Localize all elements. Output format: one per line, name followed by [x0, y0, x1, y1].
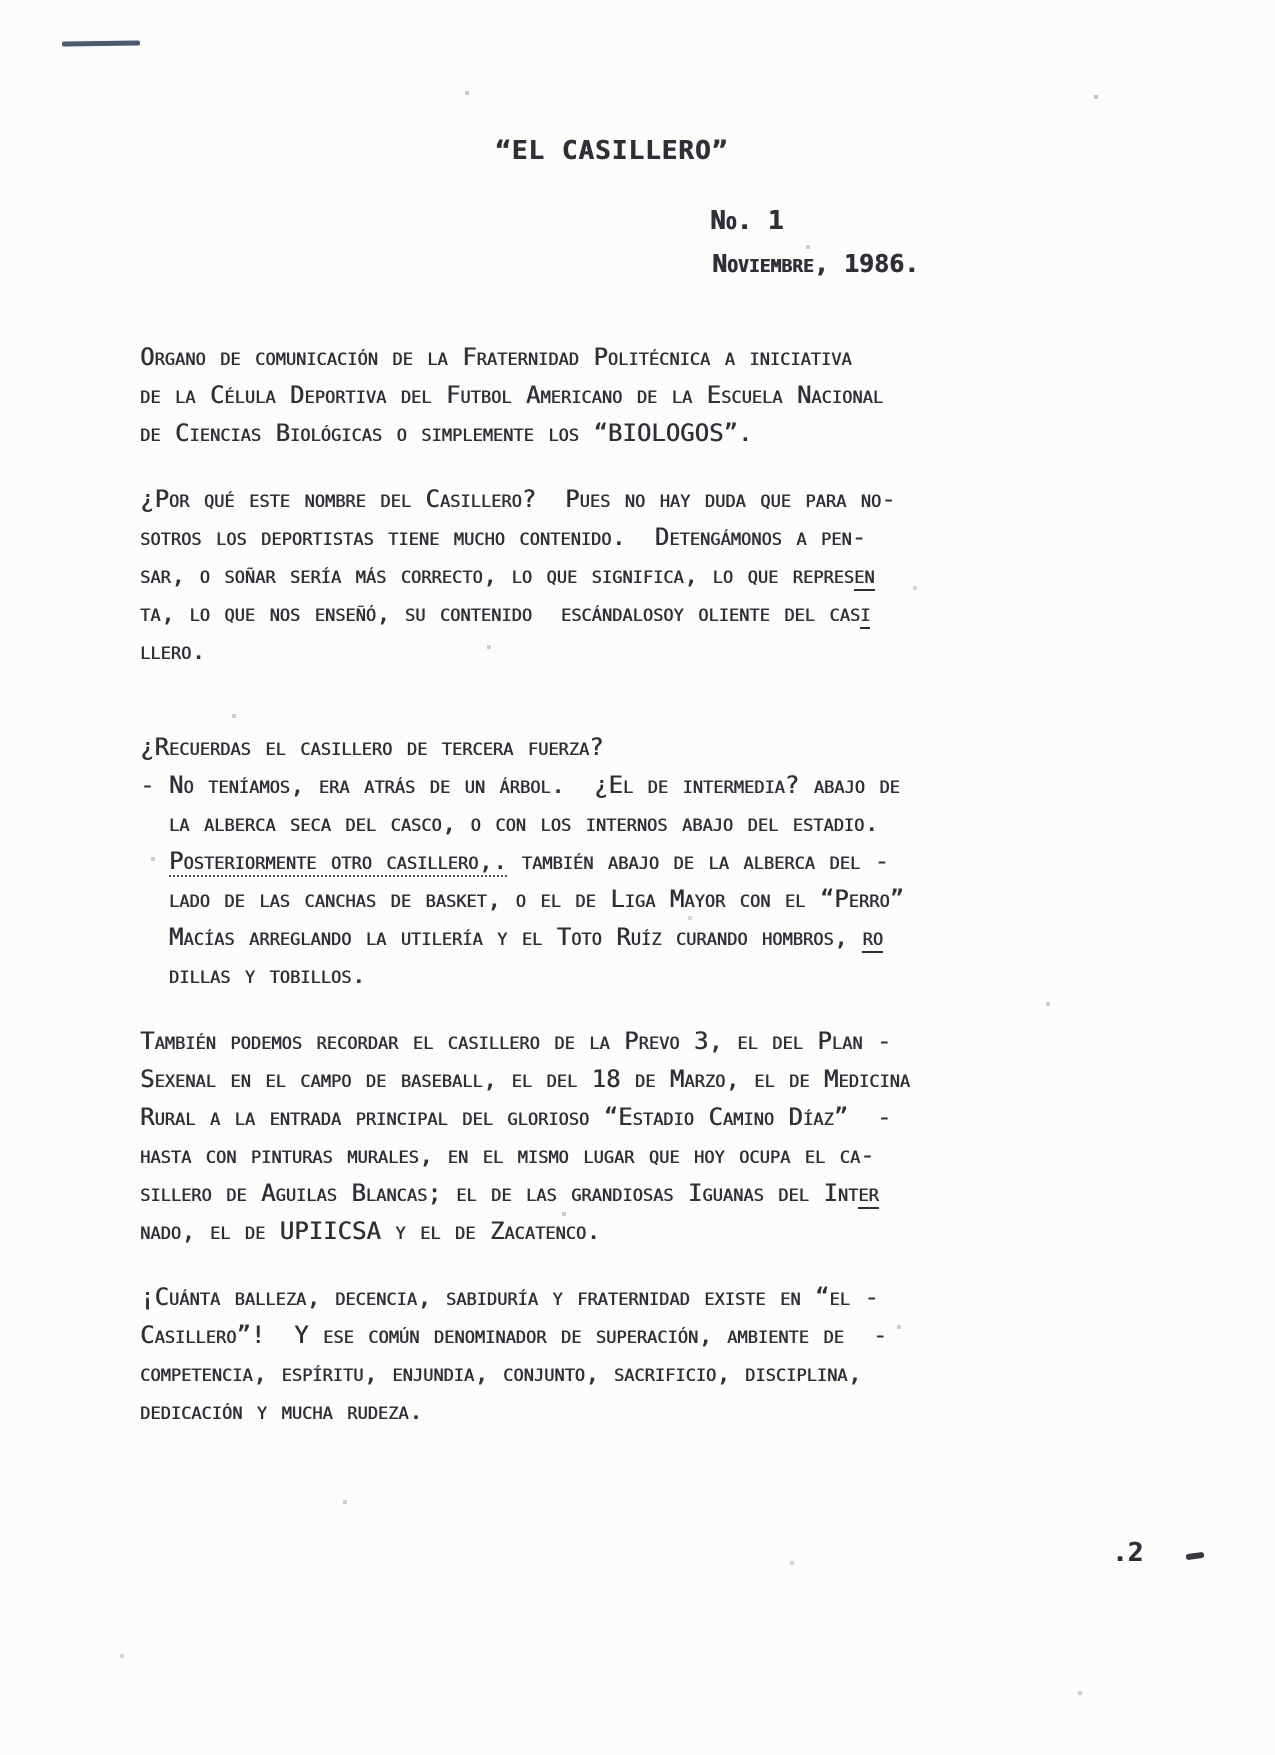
text-segment: de Ciencias Biológicas o simplemente los “BIOLOGOS”.: [140, 419, 753, 447]
text-segment: sotros los deportistas tiene mucho contenido. Detengámonos a pen-: [140, 523, 867, 551]
text-segment: sar, o soñar sería más correcto, lo que significa, lo que repres: [140, 561, 855, 589]
text-line: [140, 594, 1235, 632]
text-segment: Sexenal en el campo de baseball, el del 18 de Marzo, el de Medicina: [140, 1065, 911, 1093]
text-line: [140, 880, 1235, 918]
text-line: [140, 1174, 1235, 1212]
text-segment: dedicación y mucha rudeza.: [140, 1397, 423, 1425]
text-line: [140, 1098, 1235, 1136]
page-number: .2: [1112, 1538, 1144, 1568]
text-segment: dillas y tobillos.: [140, 961, 366, 989]
issue-date: Noviembre, 1986.: [712, 249, 920, 278]
text-line: [140, 728, 1235, 766]
underlined-text: ro: [862, 923, 883, 951]
text-segment: También podemos recordar el casillero de la Prevo 3, el del Plan -: [140, 1027, 892, 1055]
text-line: [140, 1022, 1235, 1060]
text-line: [140, 376, 1235, 414]
text-line: [140, 556, 1235, 594]
text-line: [140, 956, 1235, 994]
text-line: [140, 918, 1235, 956]
text-segment: hasta con pinturas murales, en el mismo lugar que hoy ocupa el ca-: [140, 1141, 875, 1169]
text-line: [140, 1392, 1235, 1430]
text-line: [140, 842, 1235, 880]
text-segment: la alberca seca del casco, o con los internos abajo del estadio.: [140, 809, 879, 837]
text-segment: Organo de comunicación de la Fraternidad Politécnica a iniciativa: [140, 343, 852, 371]
pen-mark: [1186, 1552, 1205, 1560]
text-segment: también abajo de la alberca del -: [507, 847, 889, 875]
text-line: [140, 1212, 1235, 1250]
underlined-text: Posteriormente otro casillero,.: [168, 847, 508, 875]
text-segment: de la Célula Deportiva del Futbol Americano de la Escuela Nacional: [140, 381, 883, 409]
text-line: [140, 766, 1235, 804]
text-line: [140, 1316, 1235, 1354]
text-segment: ¡Cuánta balleza, decencia, sabiduría y fraternidad existe en “el -: [140, 1283, 879, 1311]
text-segment: competencia, espíritu, enjundia, conjunto, sacrificio, disciplina,: [140, 1359, 862, 1387]
text-line: [140, 414, 1235, 452]
text-segment: sillero de Aguilas Blancas; el de las grandiosas Iguanas del Int: [140, 1179, 859, 1207]
text-line: [140, 1136, 1235, 1174]
underlined-text: er: [858, 1179, 879, 1207]
underlined-text: en: [854, 561, 875, 589]
paragraph: [140, 1022, 1235, 1250]
text-segment: llero.: [140, 637, 206, 665]
text-segment: ¿Recuerdas el casillero de tercera fuerza?: [140, 733, 604, 761]
issue-number: No. 1: [710, 206, 784, 236]
paragraph: [140, 480, 1235, 670]
text-segment: ¿Por qué este nombre del Casillero? Pues no hay duda que para no-: [140, 485, 896, 513]
text-segment: [140, 847, 169, 875]
document-title: “EL CASILLERO”: [495, 136, 729, 166]
paragraph: [140, 728, 1235, 994]
text-line: [140, 1060, 1235, 1098]
paragraph: [140, 1278, 1235, 1430]
text-line: [140, 338, 1235, 376]
paragraph: [140, 338, 1235, 452]
text-line: [140, 632, 1235, 670]
text-segment: nado, el de UPIICSA y el de Zacatenco.: [140, 1217, 601, 1245]
text-segment: Macías arreglando la utilería y el Toto Ruíz curando hombros,: [140, 923, 863, 951]
underlined-text: i: [860, 599, 871, 627]
text-line: [140, 804, 1235, 842]
text-segment: lado de las canchas de basket, o el de Liga Mayor con el “Perro”: [140, 885, 905, 913]
text-segment: Rural a la entrada principal del glorioso “Estadio Camino Díaz” -: [140, 1103, 892, 1131]
text-segment: ta, lo que nos enseñó, su contenido escándalosoy oliente del cas: [140, 599, 861, 627]
document-body: [140, 338, 1235, 1430]
text-line: [140, 1278, 1235, 1316]
text-line: [140, 480, 1235, 518]
text-segment: - No teníamos, era atrás de un árbol. ¿El de intermedia? abajo de: [140, 771, 900, 799]
text-line: [140, 518, 1235, 556]
text-segment: Casillero”! Y ese común denominador de superación, ambiente de -: [140, 1321, 888, 1349]
text-line: [140, 1354, 1235, 1392]
